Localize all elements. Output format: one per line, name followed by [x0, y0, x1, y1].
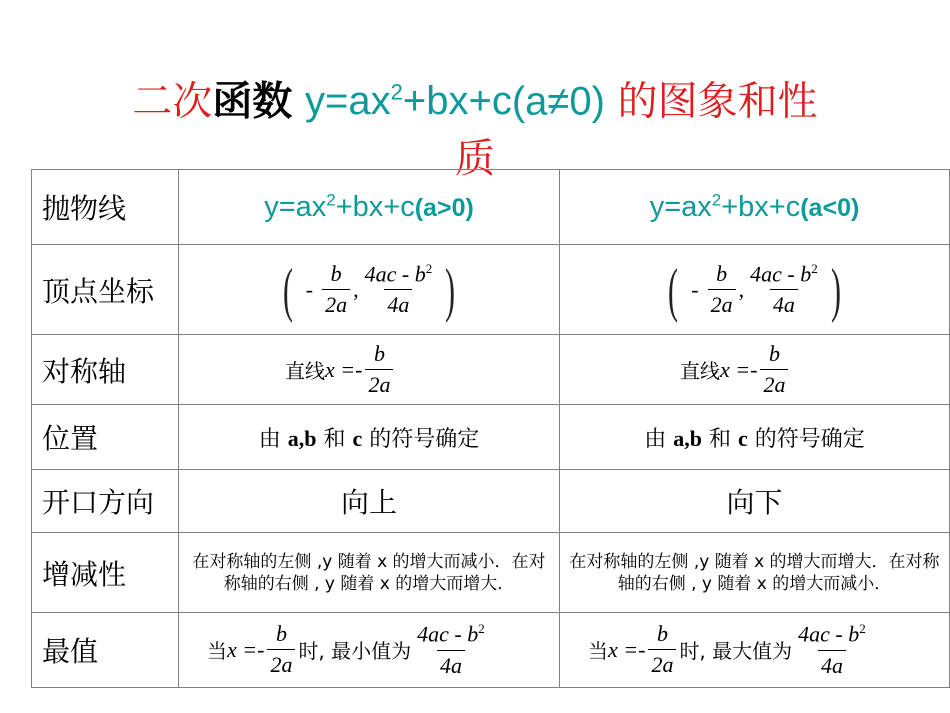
row-header: 对称轴 — [32, 335, 179, 405]
row-header: 抛物线 — [32, 170, 179, 245]
row-header: 增减性 — [32, 533, 179, 613]
opening-positive: 向上 — [179, 470, 560, 533]
title-part2: 函数 — [212, 78, 293, 125]
title-part4: 质 — [455, 136, 495, 183]
axis-positive: 直线 x =- $\frac{b}{2a}$ — [179, 335, 560, 405]
table-row — [32, 245, 950, 335]
monotonic-positive: 在对称轴的左侧 ,y 随着 x 的增大而减小．在对称轴的右侧 , y 随着 x 的增大而增大． — [179, 533, 560, 613]
monotonic-negative: 在对称轴的左侧 ,y 随着 x 的增大而增大．在对称轴的右侧 , y 随着 x 的增大而减小． — [560, 533, 950, 613]
vertex-negative: ( - $\frac{b}{2a}$ , $\frac{4ac - b^2}{4a}$ ) — [560, 245, 950, 335]
position-negative: 由 a,b 和 c 的符号确定 — [560, 405, 950, 470]
row-header: 位置 — [32, 405, 179, 470]
parabola-positive: $y=ax^2+bx+c(a>0)$ — [179, 170, 560, 245]
position-positive: 由 a,b 和 c 的符号确定 — [179, 405, 560, 470]
title-condition: (a≠0) — [511, 79, 605, 124]
table-row — [32, 170, 950, 245]
row-header: 开口方向 — [32, 470, 179, 533]
title-formula: $y=ax^2+bx+c$ — [305, 79, 512, 124]
table-row — [32, 470, 950, 533]
extreme-negative: 当 x =- $\frac{b}{2a}$ 时, 最大值为 $\frac{4ac - b^2}{4a}$ — [560, 613, 950, 688]
row-header: 最值 — [32, 613, 179, 688]
table-row — [32, 405, 950, 470]
opening-negative: 向下 — [560, 470, 950, 533]
title-part1: 二次 — [132, 78, 213, 125]
extreme-positive: 当 x =- $\frac{b}{2a}$ 时, 最小值为 $\frac{4ac - b^2}{4a}$ — [179, 613, 560, 688]
properties-table — [31, 169, 950, 688]
parabola-negative: $y=ax^2+bx+c(a<0)$ — [560, 170, 950, 245]
title-part3: 的图象和性 — [617, 78, 818, 125]
axis-negative: 直线 x =- $\frac{b}{2a}$ — [560, 335, 950, 405]
table-row — [32, 335, 950, 405]
table-row — [32, 613, 950, 688]
table-row — [32, 533, 950, 613]
vertex-positive: ( - $\frac{b}{2a}$ , $\frac{4ac - b^2}{4a}$ ) — [179, 245, 560, 335]
row-header: 顶点坐标 — [32, 245, 179, 335]
